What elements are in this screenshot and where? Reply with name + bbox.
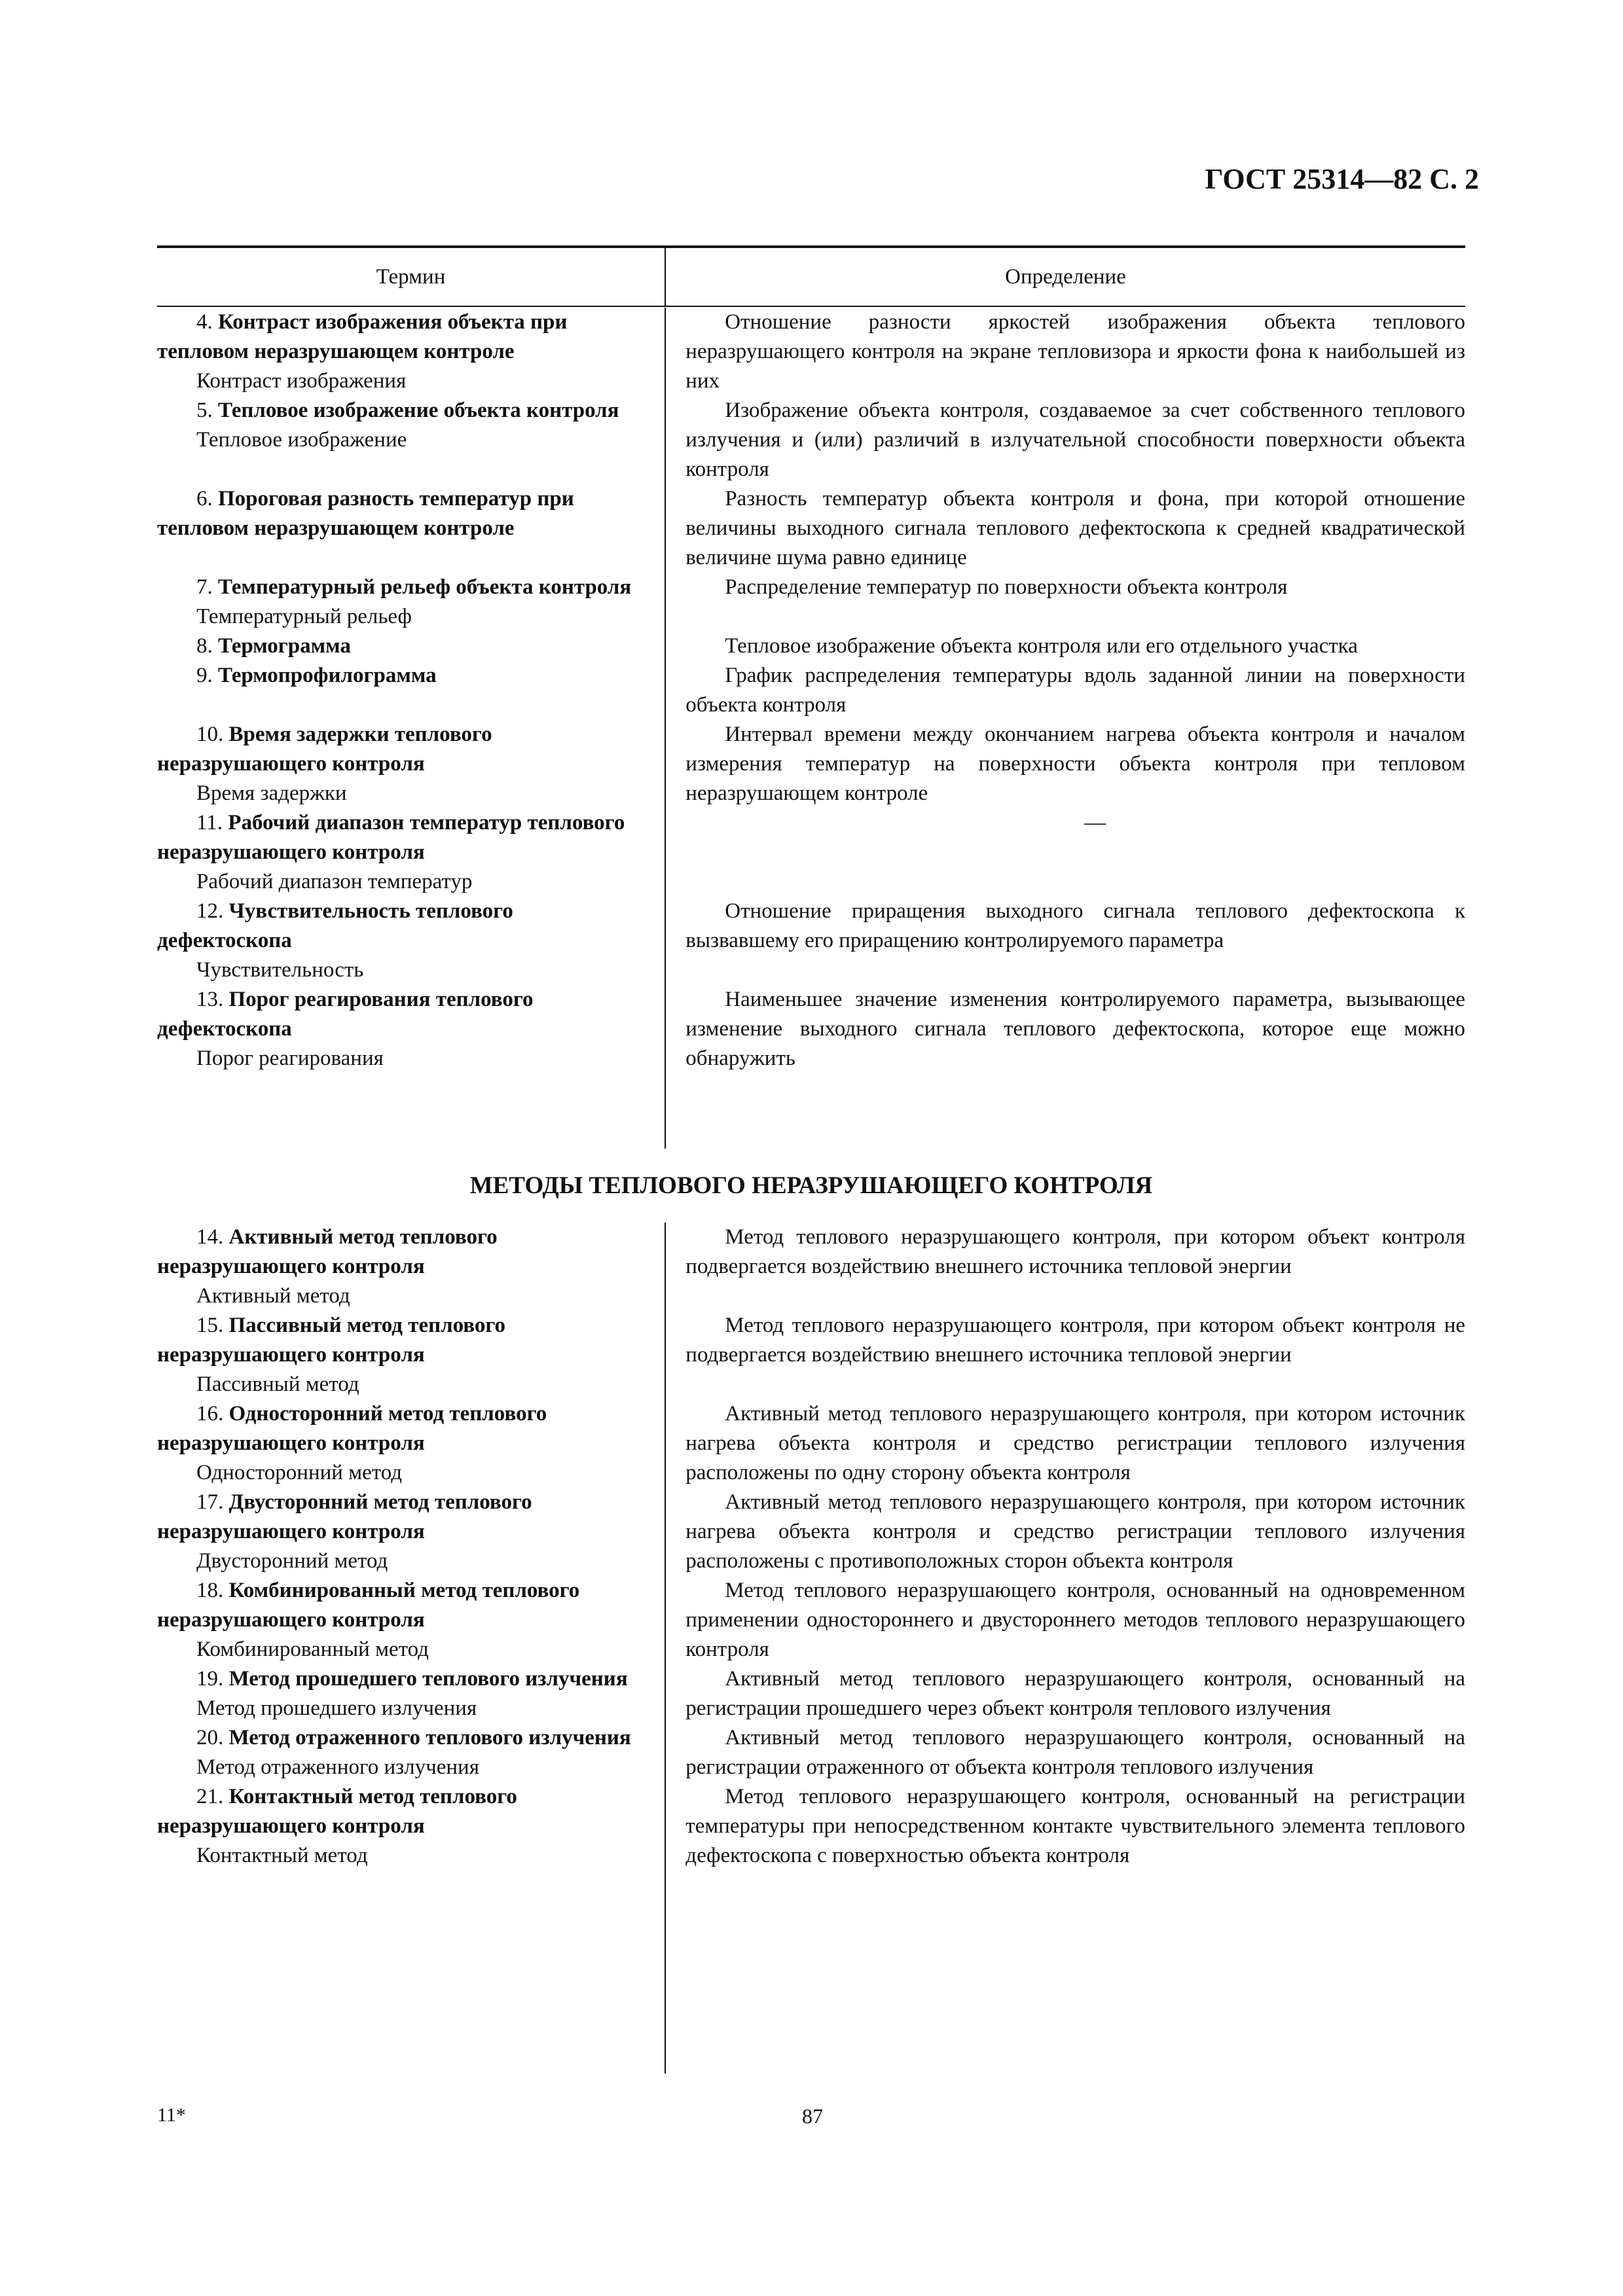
- term-cell: [157, 308, 661, 396]
- term-short-form: Комбинированный метод: [196, 1638, 429, 1661]
- definition-text: Распределение температур по поверхности объекта контроля: [725, 575, 1288, 599]
- definition-cell: [661, 632, 1465, 661]
- terms-section-2: [157, 1223, 1465, 2073]
- term-cell: [157, 484, 661, 573]
- definition-text: Интервал времени между окончанием нагрева объекта контроля и началом измерения температур на поверхности объекта контроля при тепловом неразрушающем контроле: [685, 723, 1465, 805]
- definition-text: Активный метод теплового неразрушающего контроля, при котором источник нагрева объекта контроля и средство регистрации теплового излучения расположены по одну сторону объекта контроля: [685, 1402, 1465, 1484]
- term-number: 20.: [196, 1726, 224, 1749]
- definition-text: Активный метод теплового неразрушающего контроля, при котором источник нагрева объекта контроля и средство регистрации теплового излучения расположены с противоположных сторон объекта контроля: [685, 1490, 1465, 1573]
- column-divider: [665, 1223, 666, 2073]
- term-cell: [157, 1723, 661, 1782]
- term-title: Активный метод теплового неразрушающего контроля: [157, 1225, 498, 1278]
- term-title: Контраст изображения объекта при тепловом неразрушающем контроле: [157, 310, 568, 363]
- term-title: Термограмма: [218, 634, 351, 658]
- term-cell: [157, 573, 661, 632]
- term-number: 9.: [196, 664, 213, 687]
- definition-text: Отношение разности яркостей изображения объекта теплового неразрушающего контроля на экране тепловизора и яркости фона к наибольшей из них: [685, 310, 1465, 393]
- term-title: Пороговая разность температур при тепловом неразрушающем контроле: [157, 487, 574, 540]
- term-row: [157, 1399, 1465, 1488]
- term-short-form: Чувствительность: [196, 958, 364, 982]
- term-short-form: Контраст изображения: [196, 369, 407, 393]
- term-number: 16.: [196, 1402, 224, 1426]
- term-number: 8.: [196, 634, 213, 658]
- definition-cell: [661, 1223, 1465, 1311]
- term-row: [157, 985, 1465, 1073]
- definition-text: Активный метод теплового неразрушающего контроля, основанный на регистрации прошедшего через объект контроля теплового излучения: [685, 1667, 1465, 1720]
- term-cell: [157, 1223, 661, 1311]
- definition-cell: [661, 1311, 1465, 1399]
- term-row: [157, 720, 1465, 808]
- definition-text: Разность температур объекта контроля и фона, при которой отношение величины выходного сигнала теплового дефектоскопа к средней квадратической величине шума равно единице: [685, 487, 1465, 569]
- term-cell: [157, 396, 661, 484]
- term-row: [157, 1664, 1465, 1723]
- term-title: Порог реагирования теплового дефектоскопа: [157, 988, 534, 1041]
- term-number: 12.: [196, 899, 224, 923]
- term-number: 6.: [196, 487, 213, 511]
- term-row: [157, 897, 1465, 985]
- term-title: Комбинированный метод теплового неразрушающего контроля: [157, 1579, 580, 1632]
- definition-cell: [661, 808, 1465, 897]
- term-row: [157, 632, 1465, 661]
- definition-text: Отношение приращения выходного сигнала теплового дефектоскопа к вызвавшему его приращению контролируемого параметра: [685, 899, 1465, 952]
- definition-text: Наименьшее значение изменения контролируемого параметра, вызывающее изменение выходного сигнала теплового дефектоскопа, которое еще можно обнаружить: [685, 988, 1465, 1070]
- term-short-form: Порог реагирования: [196, 1047, 384, 1070]
- term-row: [157, 573, 1465, 632]
- term-number: 14.: [196, 1225, 224, 1249]
- term-row: [157, 396, 1465, 484]
- term-short-form: Температурный рельеф: [196, 605, 412, 628]
- section-heading-methods: МЕТОДЫ ТЕПЛОВОГО НЕРАЗРУШАЮЩЕГО КОНТРОЛЯ: [469, 1172, 1153, 1199]
- term-short-form: Рабочий диапазон температур: [196, 870, 473, 893]
- term-number: 19.: [196, 1667, 224, 1691]
- term-short-form: Односторонний метод: [196, 1461, 403, 1484]
- table-column-headers: [157, 245, 1465, 307]
- term-row: [157, 1223, 1465, 1311]
- term-cell: [157, 1311, 661, 1399]
- term-cell: [157, 1576, 661, 1664]
- term-cell: [157, 985, 661, 1073]
- term-number: 13.: [196, 988, 224, 1011]
- term-number: 11.: [196, 811, 223, 834]
- definition-cell: [661, 1488, 1465, 1576]
- definition-cell: [661, 573, 1465, 632]
- term-short-form: Контактный метод: [196, 1844, 368, 1867]
- term-row: [157, 308, 1465, 396]
- term-row: [157, 808, 1465, 897]
- term-short-form: Тепловое изображение: [196, 428, 407, 452]
- term-number: 18.: [196, 1579, 224, 1602]
- term-row: [157, 484, 1465, 573]
- column-divider: [665, 308, 666, 1149]
- term-number: 4.: [196, 310, 213, 334]
- term-number: 15.: [196, 1314, 224, 1337]
- term-short-form: Двусторонний метод: [196, 1549, 388, 1573]
- definition-cell: [661, 1782, 1465, 1871]
- definition-text: Метод теплового неразрушающего контроля, основанный на регистрации температуры при непосредственном контакте чувствительного элемента теплового дефектоскопа с поверхностью объекта контроля: [685, 1785, 1465, 1867]
- term-title: Температурный рельеф объекта контроля: [218, 575, 632, 599]
- definition-cell: [661, 396, 1465, 484]
- definition-text: График распределения температуры вдоль заданной линии на поверхности объекта контроля: [685, 664, 1465, 717]
- term-title: Метод отраженного теплового излучения: [228, 1726, 631, 1749]
- definition-text: Метод теплового неразрушающего контроля, при котором объект контроля подвергается воздействию внешнего источника тепловой энергии: [685, 1225, 1465, 1278]
- definition-cell: [661, 1399, 1465, 1488]
- term-title: Двусторонний метод теплового неразрушающего контроля: [157, 1490, 532, 1543]
- term-number: 21.: [196, 1785, 224, 1808]
- term-cell: [157, 1782, 661, 1871]
- definition-cell: [661, 985, 1465, 1073]
- term-cell: [157, 632, 661, 661]
- column-header-definition: Определение: [1005, 265, 1126, 289]
- definition-text: Тепловое изображение объекта контроля или его отдельного участка: [725, 634, 1358, 658]
- term-short-form: Метод отраженного излучения: [196, 1755, 479, 1779]
- term-row: [157, 1576, 1465, 1664]
- definition-cell: [661, 897, 1465, 985]
- term-row: [157, 1311, 1465, 1399]
- term-short-form: Пассивный метод: [196, 1372, 359, 1396]
- definition-cell: [661, 1723, 1465, 1782]
- definition-cell: [661, 1576, 1465, 1664]
- term-short-form: Активный метод: [196, 1284, 350, 1308]
- term-cell: [157, 1488, 661, 1576]
- definition-cell: [661, 720, 1465, 808]
- term-short-form: Время задержки: [196, 781, 347, 805]
- term-row: [157, 1488, 1465, 1576]
- term-number: 7.: [196, 575, 213, 599]
- terms-section-1: [157, 308, 1465, 1149]
- term-number: 5.: [196, 399, 213, 422]
- term-title: Рабочий диапазон температур теплового неразрушающего контроля: [157, 811, 625, 864]
- term-cell: [157, 720, 661, 808]
- definition-text: —: [1084, 811, 1106, 834]
- footer-mark: 11*: [157, 2104, 186, 2126]
- term-title: Пассивный метод теплового неразрушающего контроля: [157, 1314, 506, 1367]
- term-cell: [157, 1399, 661, 1488]
- term-cell: [157, 661, 661, 720]
- term-row: [157, 1723, 1465, 1782]
- page-number: 87: [802, 2104, 823, 2128]
- definition-cell: [661, 1664, 1465, 1723]
- term-title: Тепловое изображение объекта контроля: [218, 399, 619, 422]
- term-row: [157, 1782, 1465, 1871]
- term-title: Термопрофилограмма: [218, 664, 437, 687]
- column-header-term: Термин: [157, 248, 666, 306]
- term-title: Контактный метод теплового неразрушающего контроля: [157, 1785, 517, 1838]
- definition-text: Изображение объекта контроля, создаваемое за счет собственного теплового излучения и (или) различий в излучательной способности поверхности объекта контроля: [685, 399, 1465, 481]
- definition-text: Метод теплового неразрушающего контроля, при котором объект контроля не подвергается воздействию внешнего источника тепловой энергии: [685, 1314, 1465, 1367]
- definition-text: Метод теплового неразрушающего контроля, основанный на одновременном применении одностороннего и двустороннего методов теплового неразрушающего контроля: [685, 1579, 1465, 1661]
- term-cell: [157, 1664, 661, 1723]
- term-cell: [157, 897, 661, 985]
- term-title: Время задержки теплового неразрушающего контроля: [157, 723, 492, 776]
- definition-cell: [661, 484, 1465, 573]
- term-title: Метод прошедшего теплового излучения: [228, 1667, 628, 1691]
- document-header: ГОСТ 25314—82 С. 2: [1205, 163, 1479, 195]
- definition-cell: [661, 308, 1465, 396]
- term-title: Односторонний метод теплового неразрушающего контроля: [157, 1402, 547, 1455]
- term-short-form: Метод прошедшего излучения: [196, 1696, 477, 1720]
- term-title: Чувствительность теплового дефектоскопа: [157, 899, 513, 952]
- term-number: 10.: [196, 723, 224, 746]
- definition-text: Активный метод теплового неразрушающего контроля, основанный на регистрации отраженного от объекта контроля теплового излучения: [685, 1726, 1465, 1779]
- term-number: 17.: [196, 1490, 224, 1514]
- term-cell: [157, 808, 661, 897]
- term-row: [157, 661, 1465, 720]
- definition-cell: [661, 661, 1465, 720]
